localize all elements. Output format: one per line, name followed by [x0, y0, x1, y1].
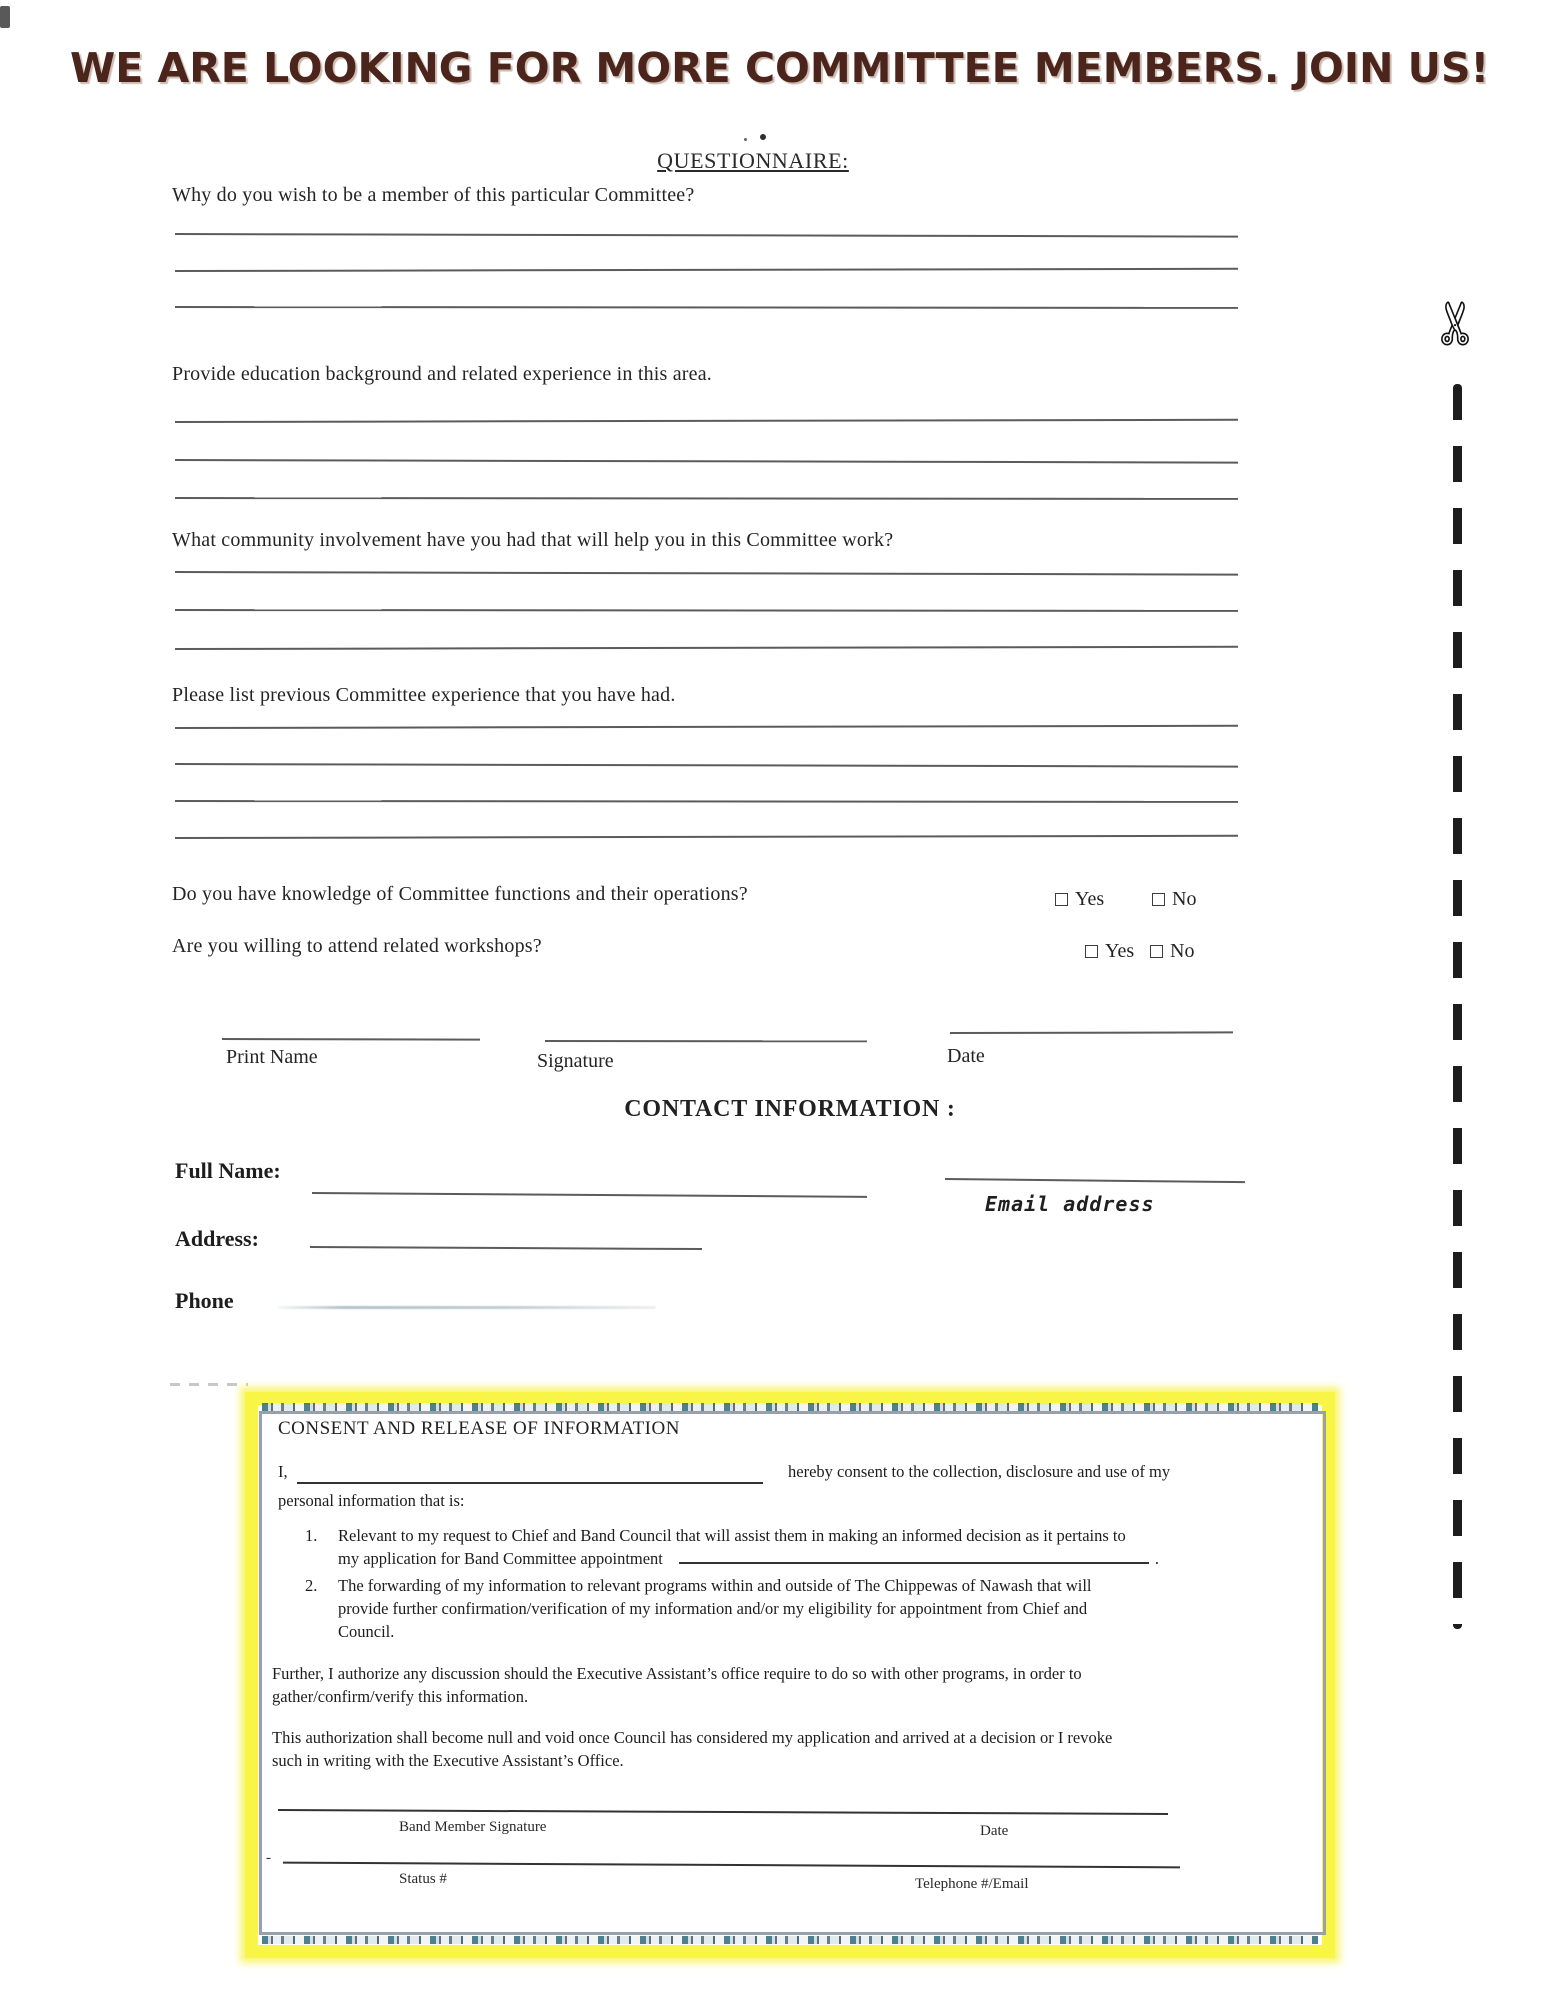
consent-paragraph-authorize: Further, I authorize any discussion should the Executive Assistant’s office require to do so with other programs, in order to gather/confirm/verify this information. [272, 1664, 1082, 1706]
consent-item-2: 2. The forwarding of my information to relevant programs within and outside of The Chippewas of Nawash that will provide further confirmation/verification of my information and/or my eligibility for appointment from Chief and Council. [305, 1576, 1092, 1641]
contact-information-title: CONTACT INFORMATION : [624, 1096, 956, 1122]
answer-line [175, 800, 1238, 803]
question-committee-knowledge: Do you have knowledge of Committee functions and their operations? [172, 883, 748, 905]
consent-intro-prefix: I, [278, 1462, 288, 1481]
signature-label: Signature [537, 1050, 614, 1072]
answer-line [175, 268, 1238, 272]
cut-dashed-line [1453, 384, 1462, 1629]
answer-line [175, 725, 1238, 729]
recruitment-banner: WE ARE LOOKING FOR MORE COMMITTEE MEMBERS. JOIN US! [70, 44, 1490, 92]
answer-line [175, 646, 1238, 650]
answer-line [175, 306, 1238, 309]
question-why-member: Why do you wish to be a member of this particular Committee? [172, 184, 695, 206]
checkbox-icon [1152, 893, 1165, 906]
question-attend-workshops: Are you willing to attend related workshops? [172, 935, 542, 957]
consent-box-bottom-border-pattern [262, 1936, 1318, 1944]
phone-line [278, 1306, 656, 1309]
email-line [945, 1178, 1245, 1183]
address-line [310, 1246, 702, 1250]
band-member-signature-label: Band Member Signature [399, 1819, 547, 1835]
question-education: Provide education background and related experience in this area. [172, 363, 713, 385]
question-previous-experience: Please list previous Committee experience that you have had. [172, 684, 676, 706]
scan-dot [744, 138, 747, 141]
answer-line [175, 763, 1238, 768]
consent-intro-line2: personal information that is: [278, 1491, 465, 1510]
yes-checkbox-row2: Yes [1085, 940, 1134, 963]
no-checkbox-row1: No [1152, 888, 1196, 911]
scissors-icon: ✄ [1424, 300, 1490, 348]
date-label: Date [947, 1045, 985, 1067]
checkbox-icon [1055, 893, 1068, 906]
yes-checkbox-row1: Yes [1055, 888, 1104, 911]
consent-title: CONSENT AND RELEASE OF INFORMATION [278, 1418, 680, 1439]
question-community-involvement: What community involvement have you had that will help you in this Committee work? [172, 529, 894, 551]
answer-line [175, 609, 1238, 612]
telephone-email-label: Telephone #/Email [915, 1876, 1029, 1892]
consent-paragraph-null-void: This authorization shall become null and void once Council has considered my application and arrived at a decision or I revoke such in writing with the Executive Assistant’s Office. [272, 1728, 1113, 1770]
full-name-line [312, 1192, 867, 1198]
scan-artifact-mark [0, 6, 10, 28]
questionnaire-title: QUESTIONNAIRE: [657, 148, 849, 173]
date-line [950, 1031, 1233, 1034]
signature-line [545, 1040, 867, 1042]
consent-appointment-blank [679, 1548, 1149, 1564]
scan-artifact-dashes [170, 1383, 248, 1386]
checkbox-icon [1085, 945, 1098, 958]
checkbox-icon [1150, 945, 1163, 958]
status-number-label: Status # [399, 1871, 447, 1887]
consent-name-blank [297, 1482, 763, 1484]
answer-line [175, 497, 1238, 500]
address-label: Address: [175, 1226, 259, 1251]
consent-box-top-border-pattern [262, 1403, 1318, 1411]
no-checkbox-row2: No [1150, 940, 1194, 963]
answer-line [175, 835, 1238, 839]
phone-label: Phone [175, 1288, 234, 1313]
consent-intro-suffix: hereby consent to the collection, disclosure and use of my [788, 1462, 1171, 1481]
scan-dot [760, 134, 766, 140]
email-address-label: Email address [985, 1192, 1155, 1216]
full-name-label: Full Name: [175, 1158, 281, 1183]
print-name-label: Print Name [226, 1046, 318, 1068]
dash-mark: - [266, 1850, 271, 1866]
print-name-line [222, 1038, 480, 1041]
answer-line [175, 459, 1238, 464]
answer-line [175, 419, 1238, 423]
answer-line [175, 233, 1238, 238]
consent-item-1: 1. Relevant to my request to Chief and Band Council that will assist them in making an informed decision as it pertains to my application for Band Committee appointment . [305, 1526, 1160, 1568]
consent-date-label: Date [980, 1823, 1009, 1839]
answer-line [175, 571, 1238, 576]
